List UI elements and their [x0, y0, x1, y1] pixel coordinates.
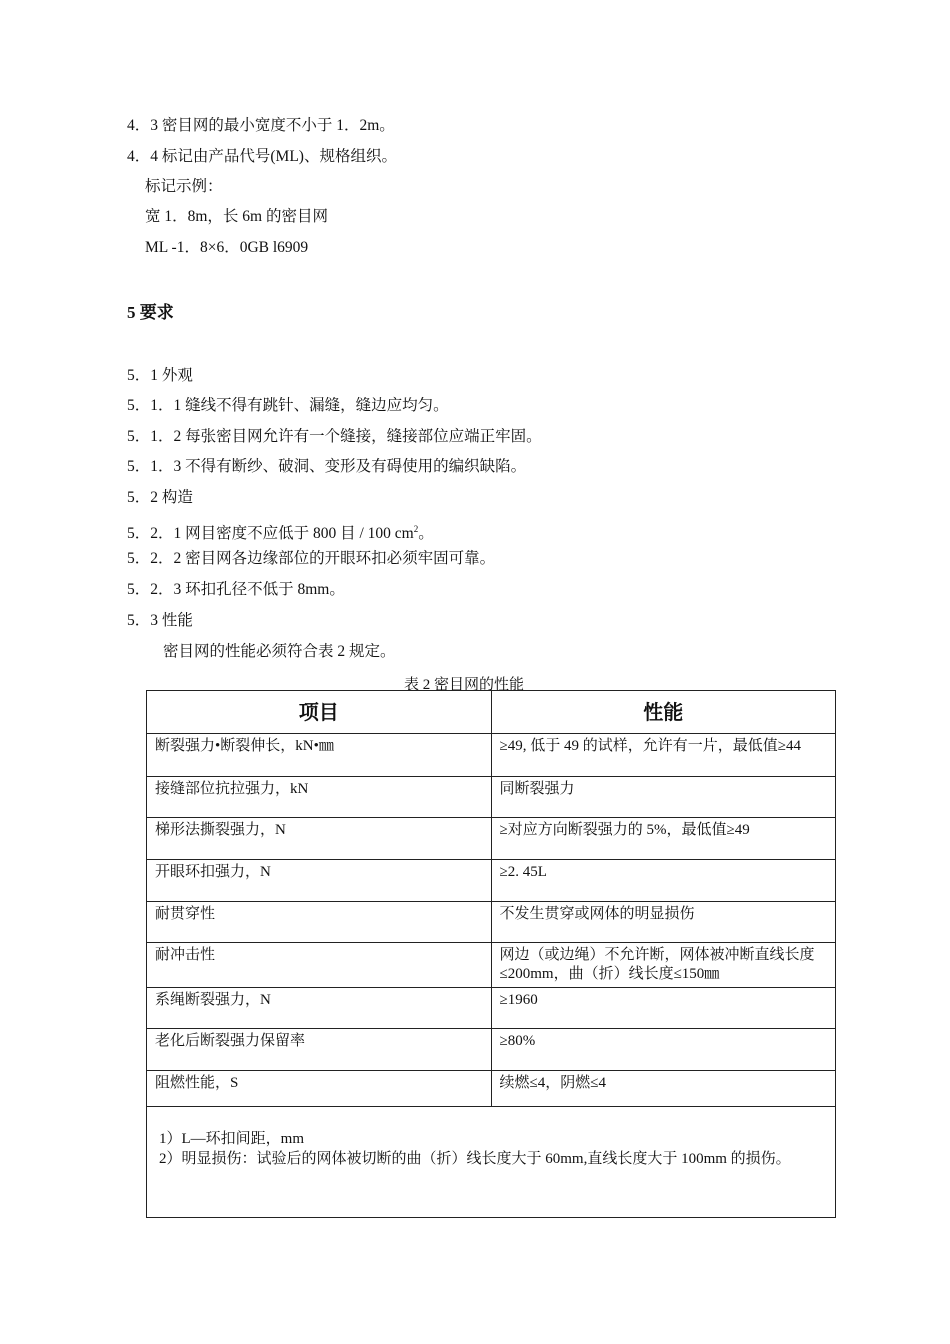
note-1: 1）L—环扣间距，mm [159, 1131, 304, 1147]
performance-table [146, 690, 836, 1218]
table-caption: 表 2 密目网的性能 [404, 677, 525, 693]
table-row [147, 1029, 836, 1071]
row-item: 接缝部位抗拉强力，kN [147, 777, 492, 818]
row-value: ≥对应方向断裂强力的 5%，最低值≥49 [491, 818, 836, 860]
table-header-row [147, 691, 836, 734]
header-item: 项目 [147, 691, 492, 734]
clause-5-1-2: 5．1．2 每张密目网允许有一个缝接，缝接部位应端正牢固。 [127, 428, 542, 445]
section-5-heading: 5 要求 [127, 303, 174, 322]
clause-5-2-3: 5．2．3 环扣孔径不低于 8mm。 [127, 581, 345, 598]
table-row [147, 902, 836, 943]
marking-example-code: ML -1．8×6．0GB l6909 [145, 239, 309, 256]
table-row [147, 818, 836, 860]
table-notes-row [147, 1107, 836, 1218]
clause-4-4: 4．4 标记由产品代号(ML)、规格组织。 [127, 148, 397, 165]
row-value: 续燃≤4，阴燃≤4 [491, 1071, 836, 1107]
row-item: 阻燃性能，S [147, 1071, 492, 1107]
clause-5-2-1-end: 。 [418, 525, 434, 543]
table-row [147, 1071, 836, 1107]
clause-5-2-2: 5．2．2 密目网各边缘部位的开眼环扣必须牢固可靠。 [127, 550, 496, 567]
row-value: ≥49, 低于 49 的试样，允许有一片，最低值≥44 [491, 734, 836, 777]
table-row [147, 734, 836, 777]
row-item: 系绳断裂强力，N [147, 988, 492, 1029]
row-value: 网边（或边绳）不允许断，网体被冲断直线长度≤200mm，曲（折）线长度≤150㎜ [491, 943, 836, 988]
table-row [147, 860, 836, 902]
row-value: 同断裂强力 [491, 777, 836, 818]
clause-5-2: 5．2 构造 [127, 489, 193, 506]
row-item: 耐贯穿性 [147, 902, 492, 943]
row-value: ≥2. 45L [491, 860, 836, 902]
table-row [147, 943, 836, 988]
row-value: ≥80% [491, 1029, 836, 1071]
marking-example-desc: 宽 1．8m，长 6m 的密目网 [145, 208, 328, 225]
marking-example-label: 标记示例： [145, 178, 223, 195]
clause-5-3: 5．3 性能 [127, 612, 193, 629]
row-item: 开眼环扣强力，N [147, 860, 492, 902]
row-item: 老化后断裂强力保留率 [147, 1029, 492, 1071]
clause-5-2-1-sup: 2 [413, 524, 419, 534]
clause-5-2-1-text: 5．2．1 网目密度不应低于 800 目 / 100 cm [127, 525, 414, 543]
clause-5-2-1 [127, 519, 434, 544]
header-performance: 性能 [491, 691, 836, 734]
clause-5-1-3: 5．1．3 不得有断纱、破洞、变形及有碍使用的编织缺陷。 [127, 458, 527, 475]
row-item: 断裂强力•断裂伸长，kN•㎜ [147, 734, 492, 777]
table-notes [147, 1107, 836, 1218]
note-2: 2）明显损伤：试验后的网体被切断的曲（折）线长度大于 60mm,直线长度大于 100mm 的损伤。 [159, 1151, 791, 1167]
clause-4-3: 4．3 密目网的最小宽度不小于 1．2m。 [127, 117, 395, 134]
clause-5-3-text: 密目网的性能必须符合表 2 规定。 [163, 643, 396, 660]
clause-5-1: 5．1 外观 [127, 367, 193, 384]
row-item: 耐冲击性 [147, 943, 492, 988]
row-item: 梯形法撕裂强力，N [147, 818, 492, 860]
row-value: ≥1960 [491, 988, 836, 1029]
table-row [147, 988, 836, 1029]
table-row [147, 777, 836, 818]
clause-5-1-1: 5．1．1 缝线不得有跳针、漏缝，缝边应均匀。 [127, 397, 449, 414]
row-value: 不发生贯穿或网体的明显损伤 [491, 902, 836, 943]
